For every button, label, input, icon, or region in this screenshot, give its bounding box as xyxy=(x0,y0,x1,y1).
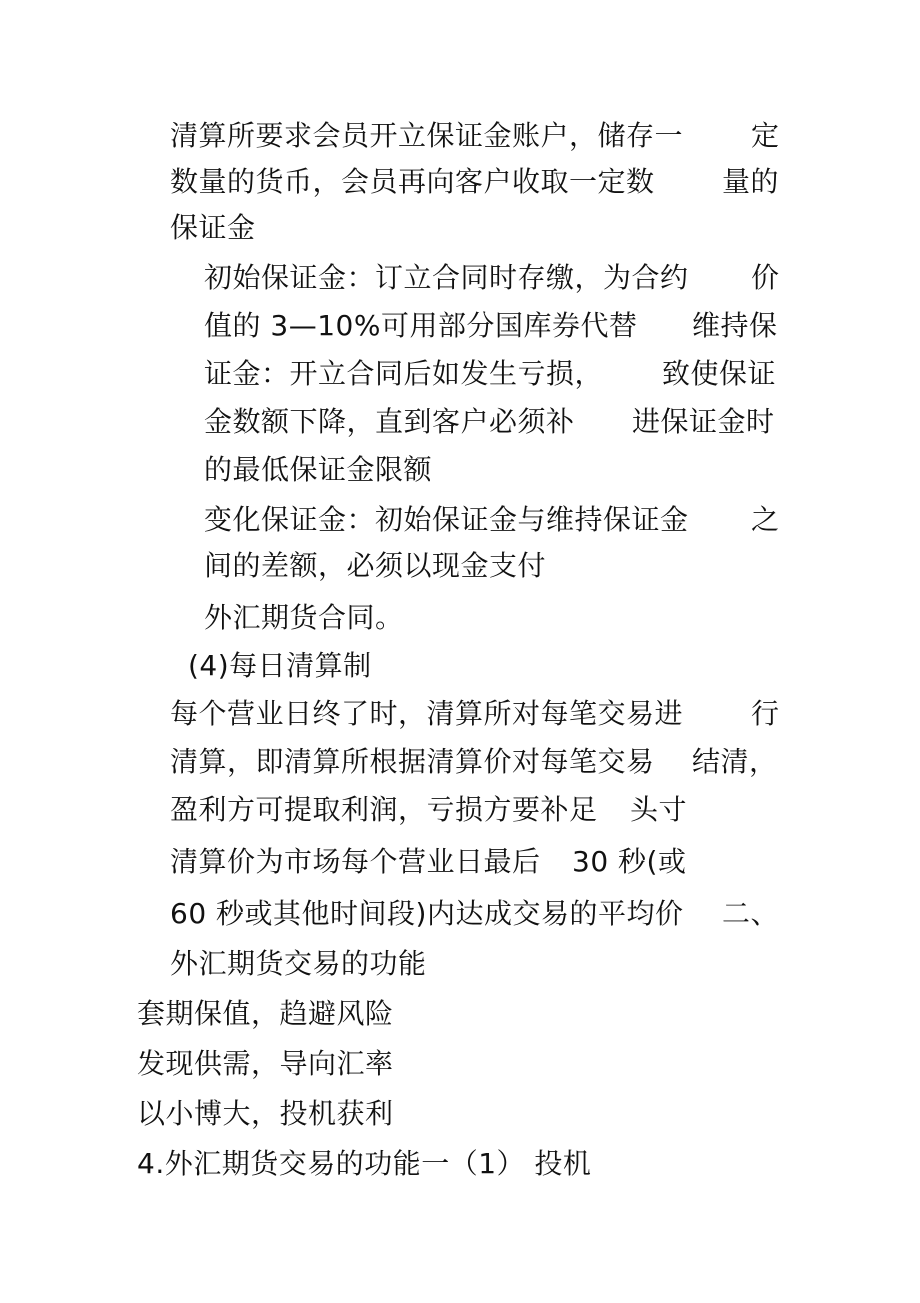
text-segment: 量的 xyxy=(722,165,780,198)
text-segment: 结清， xyxy=(692,745,778,778)
text-segment: 数量的货币，会员再向客户收取一定数 xyxy=(170,165,655,198)
text-line xyxy=(204,258,780,298)
text-segment: 之 xyxy=(751,503,780,536)
text-segment: 60 秒或其他时间段)内达成交易的平均价 xyxy=(170,897,684,930)
text-line xyxy=(170,116,780,156)
text-segment: 二、 xyxy=(722,897,780,930)
text-line xyxy=(170,742,778,782)
text-line xyxy=(170,944,427,984)
text-segment: 盈利方可提取利润，亏损方要补足 xyxy=(170,793,598,826)
text-segment: 间的差额，必须以现金支付 xyxy=(204,549,547,582)
text-segment: 套期保值，趋避风险 xyxy=(137,997,394,1030)
text-segment: 清算，即清算所根据清算价对每笔交易 xyxy=(170,745,655,778)
section-heading xyxy=(188,646,372,686)
text-segment: 行 xyxy=(751,697,780,730)
text-segment: 清算价为市场每个营业日最后 xyxy=(170,845,541,878)
text-segment: 头寸 xyxy=(630,793,688,826)
text-segment: 外汇期货合同。 xyxy=(204,601,404,634)
text-segment: 每个营业日终了时，清算所对每笔交易进 xyxy=(170,697,684,730)
text-segment: 发现供需，导向汇率 xyxy=(137,1047,394,1080)
text-line xyxy=(204,354,777,394)
text-segment: 金数额下降，直到客户必须补 xyxy=(204,405,575,438)
text-segment: 外汇期货交易的功能 xyxy=(170,947,427,980)
text-segment: 维持保 xyxy=(692,309,778,342)
text-line xyxy=(170,790,688,830)
text-segment: 30 秒(或 xyxy=(572,845,687,878)
text-segment: 价 xyxy=(751,261,780,294)
text-line xyxy=(170,162,780,202)
text-segment: 定 xyxy=(751,119,780,152)
text-line xyxy=(170,208,256,248)
text-segment: 保证金 xyxy=(170,211,256,244)
text-segment: 初始保证金：订立合同时存缴，为合约 xyxy=(204,261,689,294)
text-line xyxy=(170,894,780,934)
text-segment: 的最低保证金限额 xyxy=(204,453,433,486)
text-line xyxy=(204,500,780,540)
text-line xyxy=(170,842,687,882)
text-segment: 变化保证金：初始保证金与维持保证金 xyxy=(204,503,689,536)
list-item xyxy=(137,1044,394,1084)
text-segment: 进保证金时 xyxy=(632,405,775,438)
text-line xyxy=(204,598,404,638)
text-segment: 清算所要求会员开立保证金账户，储存一 xyxy=(170,119,684,152)
text-segment: 4.外汇期货交易的功能一（1） 投机 xyxy=(137,1147,592,1180)
text-segment: 以小博大，投机获利 xyxy=(137,1097,394,1130)
text-line xyxy=(204,402,775,442)
text-line xyxy=(170,694,780,734)
text-line xyxy=(204,546,546,586)
list-item xyxy=(137,994,394,1034)
text-segment: 值的 3—10%可用部分国库券代替 xyxy=(204,309,638,342)
section-heading xyxy=(137,1144,591,1184)
text-segment: 致使保证 xyxy=(662,357,777,390)
text-line xyxy=(204,450,432,490)
list-item xyxy=(137,1094,394,1134)
text-line xyxy=(204,306,778,346)
text-segment: 证金：开立合同后如发生亏损， xyxy=(204,357,604,390)
text-segment: (4)每日清算制 xyxy=(188,649,372,682)
